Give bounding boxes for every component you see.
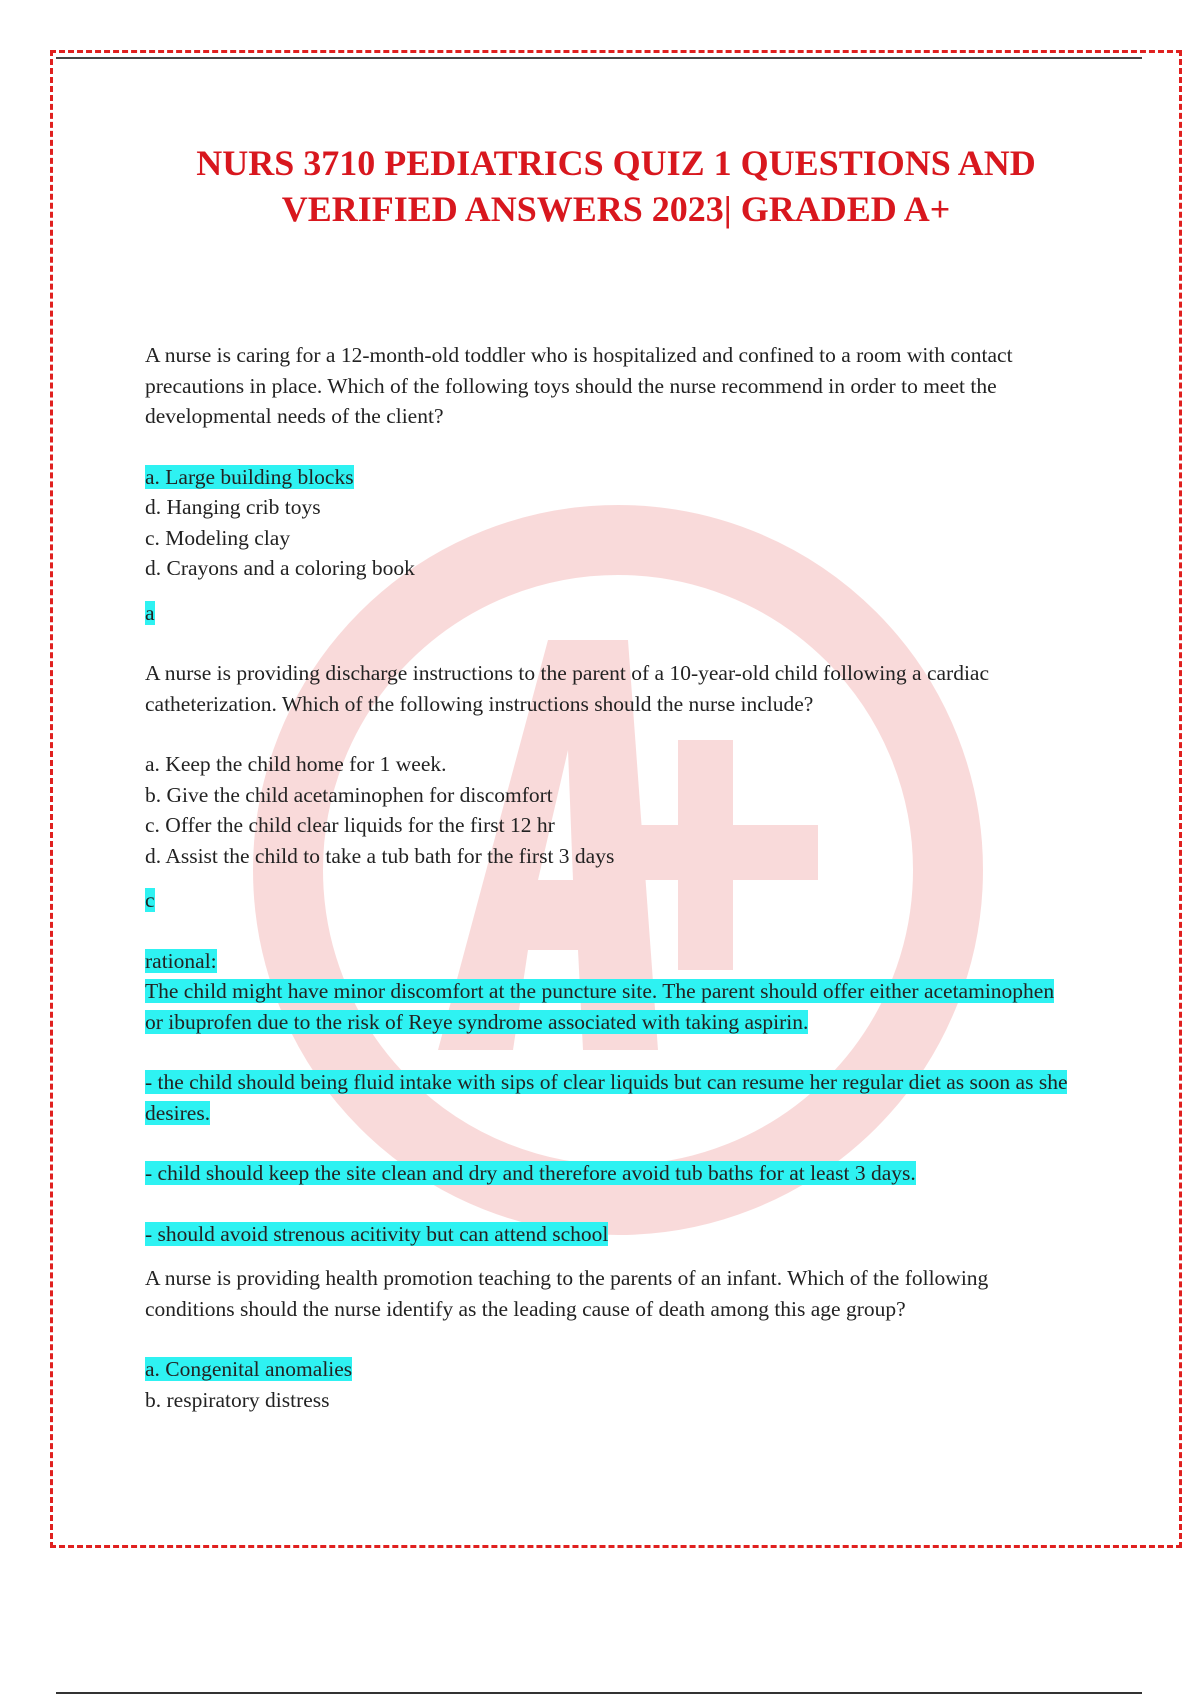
question-1-answer: a — [145, 600, 155, 625]
question-1-option-a: a. Large building blocks — [145, 464, 354, 489]
question-2-answer: c — [145, 888, 155, 912]
question-2-text: A nurse is providing discharge instructions to the parent of a 10-year-old child following a cardiac catheterization. Which of the following instructions should the nurse include? — [145, 661, 990, 716]
question-2-option-c: c. Offer the child clear liquids for the first 12 hr — [145, 813, 555, 837]
question-3-text: A nurse is providing health promotion teaching to the parents of an infant. Which of the following conditions should the nurse identify as the leading cause of death among this age group? — [145, 1266, 989, 1321]
rationale-text: The child might have minor discomfort at the puncture site. The parent should offer either acetaminophen or ibuprofen due to the risk of Reye syndrome associated with taking aspirin. — [145, 979, 1055, 1034]
question-3-option-b: b. respiratory distress — [145, 1387, 330, 1412]
rationale-label: rational: — [145, 948, 217, 973]
question-2-rationale — [145, 946, 1075, 1038]
quiz-content — [145, 340, 1075, 1429]
question-2-option-d: d. Assist the child to take a tub bath for the first 3 days — [145, 843, 615, 868]
top-divider — [56, 57, 1142, 59]
title-line-1: NURS 3710 PEDIATRICS QUIZ 1 QUESTIONS AND — [196, 143, 1036, 183]
title-line-2: VERIFIED ANSWERS 2023| GRADED A+ — [281, 189, 951, 229]
page-title — [120, 140, 1112, 232]
question-1-option-b: d. Hanging crib toys — [145, 495, 321, 519]
question-1-options — [145, 462, 1075, 584]
question-1-option-c: c. Modeling clay — [145, 525, 291, 550]
question-1-text: A nurse is caring for a 12-month-old toddler who is hospitalized and confined to a room with contact precautions in place. Which of the following toys should the nurse recommend in order to meet the developmental needs of the client? — [145, 343, 1013, 428]
rationale-note-1: - the child should being fluid intake with sips of clear liquids but can resume her regular diet as soon as she desires. — [145, 1070, 1068, 1125]
question-3-option-a: a. Congenital anomalies — [145, 1357, 353, 1381]
bottom-divider — [56, 1692, 1142, 1694]
rationale-note-3: - should avoid strenous acitivity but can attend school — [145, 1221, 609, 1246]
question-3-options — [145, 1354, 1075, 1415]
question-2-option-b: b. Give the child acetaminophen for discomfort — [145, 782, 553, 807]
rationale-note-2: - child should keep the site clean and dry and therefore avoid tub baths for at least 3 days. — [145, 1161, 916, 1185]
question-2-option-a: a. Keep the child home for 1 week. — [145, 752, 447, 776]
question-2-options — [145, 749, 1075, 871]
question-1-option-d: d. Crayons and a coloring book — [145, 556, 415, 580]
